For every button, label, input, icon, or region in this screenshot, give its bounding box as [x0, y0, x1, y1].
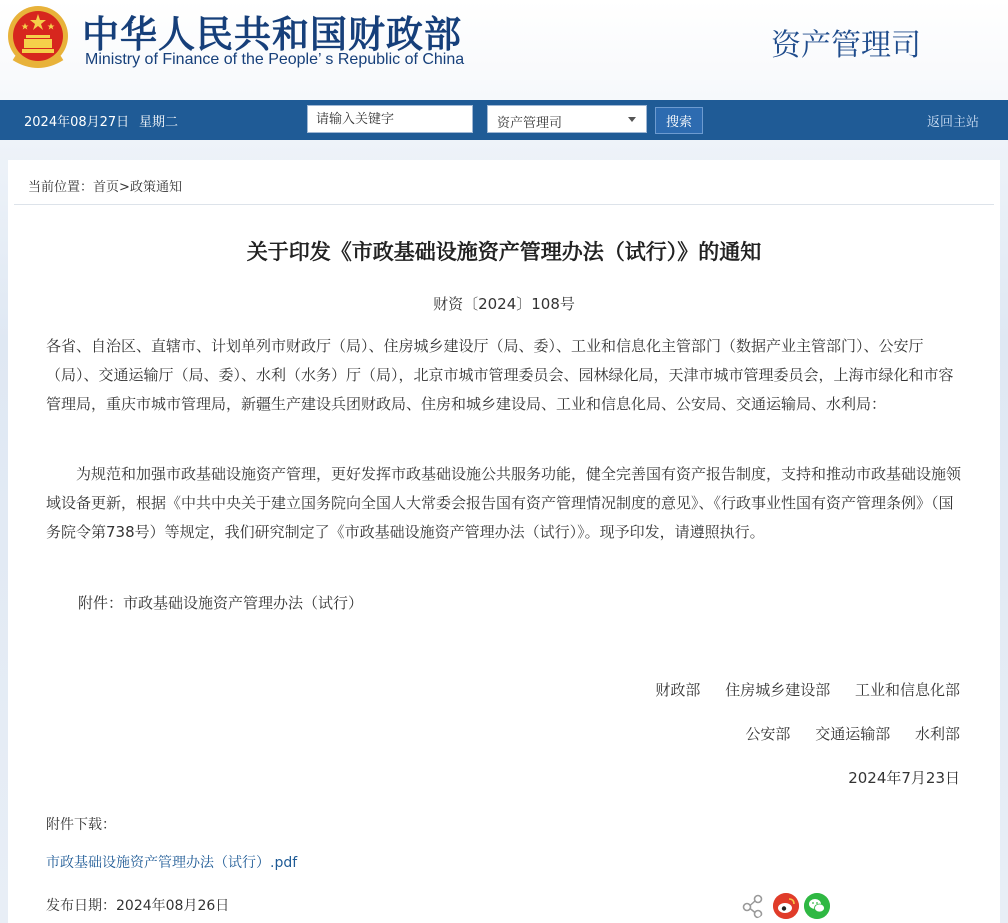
national-emblem-icon[interactable] — [6, 3, 70, 71]
attachment-download-label: 附件下载： — [46, 817, 116, 833]
signer: 住房城乡建设部 — [725, 681, 831, 699]
breadcrumb-section-link[interactable]: 政策通知 — [129, 180, 182, 195]
article-title: 关于印发《市政基础设施资产管理办法（试行）》的通知 — [246, 240, 762, 264]
current-date: 2024年08月27日 — [24, 115, 130, 130]
site-title-english: Ministry of Finance of the People’ s Republic of China — [85, 51, 465, 68]
publish-date: 发布日期：2024年08月26日 — [46, 898, 230, 914]
sign-date: 2024年7月23日 — [848, 769, 960, 787]
attachment-download-link[interactable]: 市政基础设施资产管理办法（试行）.pdf — [46, 855, 298, 871]
signer: 公安部 — [745, 725, 791, 743]
breadcrumb-label: 当前位置： — [28, 180, 94, 195]
signer: 水利部 — [914, 725, 960, 743]
search-button[interactable]: 搜索 — [655, 107, 703, 134]
breadcrumb — [28, 176, 182, 195]
weibo-icon[interactable] — [773, 893, 799, 919]
site-title-chinese: 中华人民共和国财政部 — [82, 13, 462, 56]
back-to-main-site-link[interactable]: 返回主站 — [927, 115, 980, 130]
signer: 工业和信息化部 — [854, 681, 960, 699]
article-container — [8, 160, 1000, 923]
search-scope-select[interactable] — [487, 105, 647, 133]
signer: 财政部 — [655, 681, 701, 699]
divider — [14, 204, 994, 205]
current-weekday: 星期二 — [139, 115, 179, 130]
breadcrumb-separator: > — [119, 180, 130, 195]
signers-row — [725, 723, 960, 744]
main-paragraph: 为规范和加强市政基础设施资产管理，更好发挥市政基础设施公共服务功能，健全完善国有资产报告制度，支持和推动市政基础设施领域设备更新，根据《中共中央关于建立国务院向全国人大常委会报告国有资产管理情况制度的意见》、《行政事业性国有资产管理条例》（国务院令第738号）等规定，我们研究制定了《市政基础设施资产管理办法（试行）》。现予印发，请遵照执行。 — [46, 465, 962, 541]
share-icon[interactable] — [740, 893, 766, 919]
search-input[interactable] — [307, 105, 473, 133]
recipients-paragraph: 各省、自治区、直辖市、计划单列市财政厅（局）、住房城乡建设厅（局、委）、工业和信息化主管部门（数据产业主管部门）、公安厅（局）、交通运输厅（局、委）、水利（水务）厅（局），北京市城市管理委员会、园林绿化局，天津市城市管理委员会，上海市绿化和市容管理局，重庆市城市管理局，新疆生产建设兵团财政局、住房和城乡建设局、工业和信息化局、公安局、交通运输局、水利局： — [46, 337, 954, 413]
site-header — [0, 0, 1008, 100]
document-number: 财资〔2024〕108号 — [433, 295, 575, 313]
department-name: 资产管理司 — [771, 28, 921, 63]
top-navbar — [0, 100, 1008, 140]
signers-row — [635, 679, 960, 700]
chevron-down-icon — [628, 117, 636, 122]
breadcrumb-home-link[interactable]: 首页 — [93, 180, 120, 195]
search-scope-value: 资产管理司 — [497, 116, 563, 131]
signer: 交通运输部 — [815, 725, 891, 743]
attachment-note: 附件：市政基础设施资产管理办法（试行） — [78, 594, 364, 612]
wechat-icon[interactable] — [804, 893, 830, 919]
